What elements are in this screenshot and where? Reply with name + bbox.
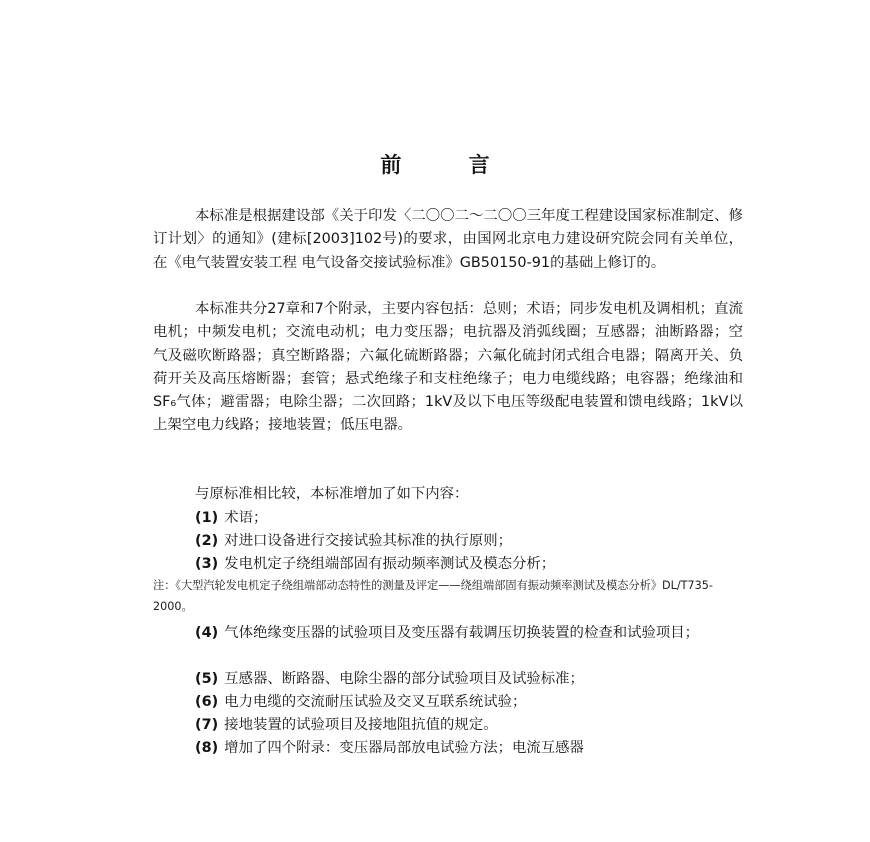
list-item-text: 气体绝缘变压器的试验项目及变压器有载调压切换装置的检查和试验项目； [224,625,700,641]
list-item [153,668,743,691]
list-item-text: 发电机定子绕组端部固有振动频率测试及模态分析； [224,556,556,572]
list-item [153,691,743,714]
list-item-number: (1) [195,510,219,526]
list-item-text: 电力电缆的交流耐压试验及交叉互联系统试验； [224,694,527,710]
list-item-number: (4) [195,625,219,641]
list-item-number: (6) [195,694,219,710]
list-item-text: 增加了四个附录：变压器局部放电试验方法；电流互感器 [224,740,584,756]
list-item [153,553,743,576]
list-item-text: 接地装置的试验项目及接地阻抗值的规定。 [224,717,498,733]
list-item-number: (8) [195,740,219,756]
paragraph-comparison: 与原标准相比较，本标准增加了如下内容： [195,486,469,502]
page-title: 前 言 [380,153,520,177]
list-item-number: (7) [195,717,219,733]
list-item [153,622,743,645]
list-item-number: (5) [195,671,219,687]
list-item-text: 术语； [224,510,268,526]
list-item [153,737,743,760]
list-item-number: (2) [195,533,219,549]
list-item [153,530,743,553]
paragraph-intro: 本标准是根据建设部《关于印发〈二〇〇二～二〇〇三年度工程建设国家标准制定、修订计划〉的通知》(建标[2003]102号)的要求，由国网北京电力建设研究院会同有关单位，在《电气装置安装工程 电气设备交接试验标准》GB50150-91的基础上修订的。 [153,208,743,271]
paragraph-contents: 本标准共分27章和7个附录，主要内容包括：总则；术语；同步发电机及调相机；直流电机；中频发电机；交流电动机；电力变压器；电抗器及消弧线圈；互感器；油断路器；空气及磁吹断路器；真空断路器；六氟化硫断路器；六氟化硫封闭式组合电器；隔离开关、负荷开关及高压熔断器；套管；悬式绝缘子和支柱绝缘子；电力电缆线路；电容器；绝缘油和SF₆气体；避雷器；电除尘器；二次回路；1kV及以下电压等级配电装置和馈电线路；1kV以上架空电力线路；接地装置；低压电器。 [153,301,743,434]
list-item-number: (3) [195,556,219,572]
footnote: 注：《大型汽轮发电机定子绕组端部动态特性的测量及评定——绕组端部固有振动频率测试及模态分析》DL/T735-2000。 [153,579,713,613]
list-item-text: 互感器、断路器、电除尘器的部分试验项目及试验标准； [224,671,584,687]
list-item-text: 对进口设备进行交接试验其标准的执行原则； [224,533,512,549]
list-item [153,714,743,737]
list-item [153,507,743,530]
